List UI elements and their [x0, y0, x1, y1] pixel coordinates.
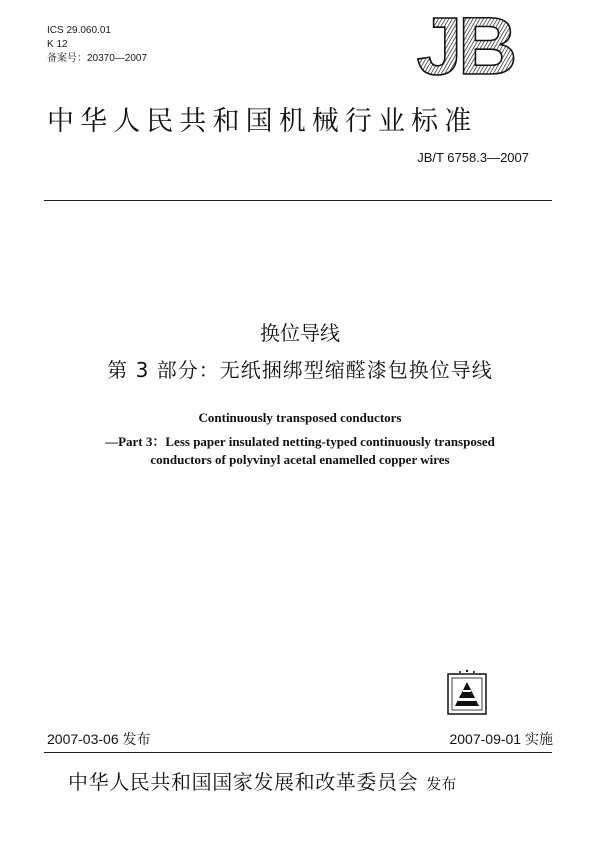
issuing-authority	[68, 766, 548, 795]
jb-logo	[405, 10, 525, 80]
ics-code: ICS 29.060.01	[47, 25, 111, 36]
record-number: 备案号：20370—2007	[47, 53, 148, 64]
top-divider	[44, 200, 552, 201]
english-title-line-2: —Part 3：Less paper insulated netting-typed continuously transposed	[105, 434, 495, 449]
jb-logo-lettering: JB	[416, 10, 514, 80]
document-part-title: 第 3 部分：无纸捆绑型缩醛漆包换位导线	[107, 358, 493, 382]
document-title: 换位导线	[260, 321, 340, 345]
english-title-line-3: conductors of polyvinyl acetal enamelled copper wires	[150, 452, 450, 467]
classification-code: K 12	[47, 39, 68, 50]
english-title-line-1: Continuously transposed conductors	[198, 410, 402, 425]
publish-label: 发布	[426, 775, 457, 793]
issue-date: 2007-03-06 发布	[47, 731, 151, 747]
bottom-divider	[44, 752, 552, 753]
publisher-seal-icon	[443, 668, 491, 718]
issuing-organization: 中华人民共和国国家发展和改革委员会	[68, 770, 419, 794]
standard-type-heading: 中华人民共和国机械行业标准	[47, 106, 478, 137]
standard-code: JB/T 6758.3—2007	[417, 150, 529, 165]
implementation-date: 2007-09-01 实施	[449, 731, 553, 747]
